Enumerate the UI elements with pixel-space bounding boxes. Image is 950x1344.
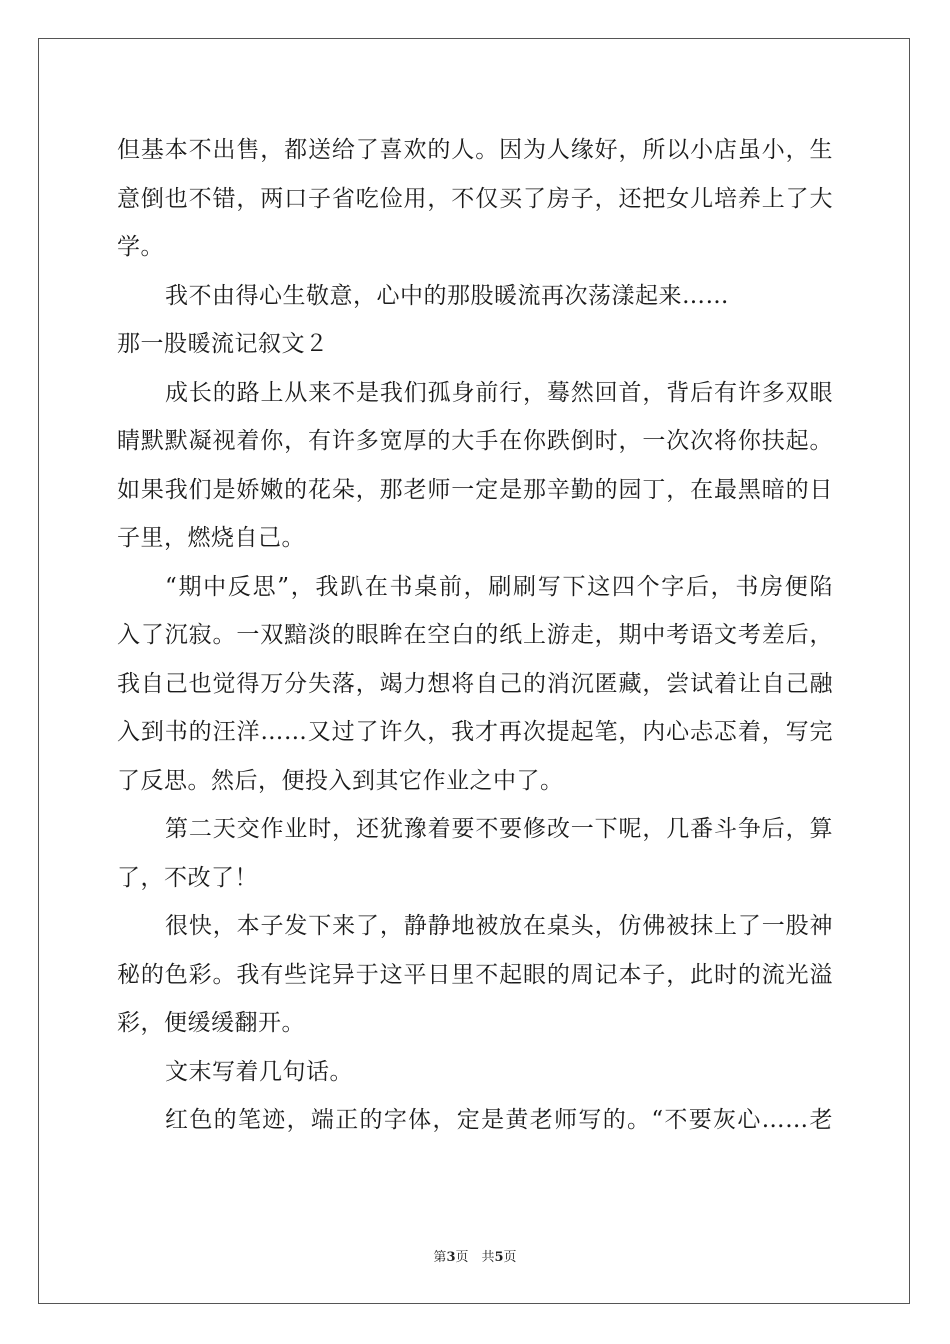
text-line: 学。 — [117, 234, 164, 260]
text-line: 意倒也不错，两口子省吃俭用，不仅买了房子，还把女儿培养上了大 — [117, 185, 833, 212]
text-line: 子里，燃烧自己。 — [117, 525, 305, 551]
text-line: 但基本不出售，都送给了喜欢的人。因为人缘好，所以小店虽小，生 — [117, 137, 833, 163]
text-line: 了，不改了！ — [117, 864, 258, 891]
text-line: 秘的色彩。我有些诧异于这平日里不起眼的周记本子，此时的流光溢 — [117, 961, 833, 988]
text-line: 红色的笔迹，端正的字体，定是黄老师写的。“不要灰心……老 — [165, 1107, 833, 1133]
text-line: 入了沉寂。一双黯淡的眼眸在空白的纸上游走，期中考语文考差后， — [117, 622, 833, 648]
document-body — [117, 126, 833, 1145]
section-title: 那一股暖流记叙文２ — [117, 331, 329, 357]
footer-total-pages: 5 — [494, 1250, 504, 1265]
text-line: 我自己也觉得万分失落，竭力想将自己的消沉匿藏，尝试着让自己融 — [117, 670, 833, 697]
text-line: 我不由得心生敬意，心中的那股暖流再次荡漾起来…… — [165, 282, 729, 309]
text-line: 第二天交作业时，还犹豫着要不要修改一下呢，几番斗争后，算 — [165, 816, 833, 842]
text-line: “期中反思”，我趴在书桌前，刷刷写下这四个字后，书房便陷 — [165, 573, 833, 600]
text-line: 睛默默凝视着你，有许多宽厚的大手在你跌倒时，一次次将你扶起。 — [117, 428, 833, 454]
footer-prefix: 第 — [433, 1250, 447, 1265]
text-line: 文末写着几句话。 — [165, 1058, 353, 1085]
text-line: 了反思。然后，便投入到其它作业之中了。 — [117, 767, 564, 794]
text-line: 入到书的汪洋……又过了许久，我才再次提起笔，内心忐忑着，写完 — [117, 719, 833, 745]
text-line: 很快，本子发下来了，静静地被放在桌头，仿佛被抹上了一股神 — [165, 913, 833, 939]
text-line: 彩，便缓缓翻开。 — [117, 1010, 305, 1036]
text-line: 成长的路上从来不是我们孤身前行，蓦然回首，背后有许多双眼 — [165, 379, 833, 406]
footer-middle: 页 共 — [455, 1250, 495, 1265]
text-line: 如果我们是娇嫩的花朵，那老师一定是那辛勤的园丁，在最黑暗的日 — [117, 476, 833, 503]
footer-page-number: 3 — [446, 1250, 456, 1265]
page-footer — [0, 1246, 950, 1265]
footer-suffix: 页 — [503, 1250, 517, 1265]
